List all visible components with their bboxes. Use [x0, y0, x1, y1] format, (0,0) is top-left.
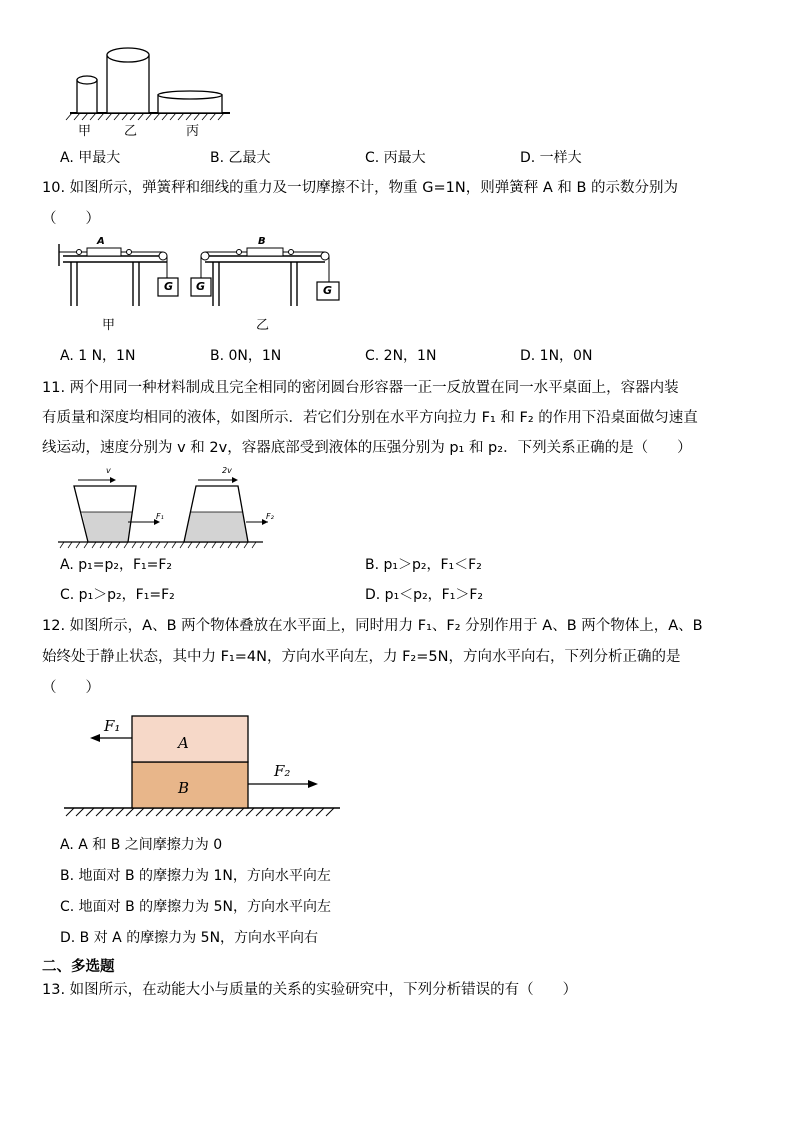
q9-option-c[interactable]: C. 丙最大	[365, 150, 426, 166]
cylinder-bing	[158, 91, 222, 113]
q12-option-c[interactable]: C. 地面对 B 的摩擦力为 5N，方向水平向左	[60, 899, 332, 915]
q11-option-c[interactable]: C. p₁＞p₂，F₁=F₂	[60, 587, 175, 603]
q12-label-f1: F₁	[104, 717, 121, 735]
q11-label-f1: F₁	[156, 512, 164, 521]
q12-stem-line1: 12. 如图所示，A、B 两个物体叠放在水平面上，同时用力 F₁、F₂ 分别作用于 A、B 两个物体上，A、B	[42, 618, 703, 634]
q10-option-d[interactable]: D. 1N，0N	[520, 348, 593, 364]
spring-scale-b	[247, 248, 283, 256]
cylinder-yi	[107, 48, 149, 113]
q11-label-2v: 2v	[222, 466, 232, 475]
q10-stem-line1: 10. 如图所示，弹簧秤和细线的重力及一切摩擦不计，物重 G=1N，则弹簧秤 A 和 B 的示数分别为	[42, 180, 679, 196]
q11-option-d[interactable]: D. p₁＜p₂，F₁＞F₂	[365, 587, 484, 603]
q11-label-f2: F₂	[266, 512, 274, 521]
q10-figure	[55, 238, 355, 310]
q10-label-b: B	[258, 236, 266, 247]
q11-figure	[58, 462, 268, 552]
q9-label-jia: 甲	[78, 124, 92, 139]
spring-scale-a	[87, 248, 121, 256]
q10-label-g1: G	[164, 280, 174, 293]
q9-option-d[interactable]: D. 一样大	[520, 150, 582, 166]
q12-stem-line3: （ ）	[42, 680, 100, 696]
q11-stem-line2: 有质量和深度均相同的液体，如图所示．若它们分别在水平方向拉力 F₁ 和 F₂ 的作用下沿桌面做匀速直	[42, 410, 698, 426]
container-2-liquid	[184, 512, 248, 542]
q12-option-d[interactable]: D. B 对 A 的摩擦力为 5N，方向水平向右	[60, 930, 319, 946]
q10-label-g3: G	[323, 284, 333, 297]
q10-option-c[interactable]: C. 2N，1N	[365, 348, 437, 364]
cylinder-jia	[77, 76, 97, 113]
section-title-multi-choice: 二、多选题	[42, 959, 115, 975]
q11-stem-line1: 11. 两个用同一种材料制成且完全相同的密闭圆台形容器一正一反放置在同一水平桌面上，容器内装	[42, 380, 679, 396]
q12-option-b[interactable]: B. 地面对 B 的摩擦力为 1N，方向水平向左	[60, 868, 331, 884]
block-b	[132, 762, 248, 808]
q12-label-f2: F₂	[274, 762, 291, 780]
q12-stem-line2: 始终处于静止状态，其中力 F₁=4N，方向水平向左，力 F₂=5N，方向水平向右，下列分析正确的是	[42, 649, 681, 665]
q10-option-a[interactable]: A. 1 N，1N	[60, 348, 136, 364]
q10-option-b[interactable]: B. 0N，1N	[210, 348, 282, 364]
q11-option-b[interactable]: B. p₁＞p₂，F₁＜F₂	[365, 557, 482, 573]
q12-label-a: A	[178, 734, 189, 752]
q10-label-g2: G	[196, 280, 206, 293]
q12-figure	[60, 712, 345, 820]
q9-option-a[interactable]: A. 甲最大	[60, 150, 121, 166]
q11-stem-line3: 线运动，速度分别为 v 和 2v，容器底部受到液体的压强分别为 p₁ 和 p₂．下列关系正确的是（ ）	[42, 440, 692, 456]
container-1-liquid	[82, 512, 132, 542]
q13-stem: 13. 如图所示，在动能大小与质量的关系的实验研究中，下列分析错误的有（ ）	[42, 982, 578, 998]
q9-option-b[interactable]: B. 乙最大	[210, 150, 271, 166]
q12-option-a[interactable]: A. A 和 B 之间摩擦力为 0	[60, 837, 223, 853]
q10-stem-line2: （ ）	[42, 211, 100, 227]
q10-label-yi: 乙	[256, 318, 270, 333]
q10-label-jia: 甲	[102, 318, 116, 333]
q11-label-v: v	[106, 466, 111, 475]
q10-label-a: A	[97, 236, 105, 247]
q11-option-a[interactable]: A. p₁=p₂，F₁=F₂	[60, 557, 173, 573]
q12-label-b: B	[178, 779, 190, 797]
q9-label-bing: 丙	[186, 124, 200, 139]
block-a	[132, 716, 248, 762]
q9-label-yi: 乙	[124, 124, 138, 139]
